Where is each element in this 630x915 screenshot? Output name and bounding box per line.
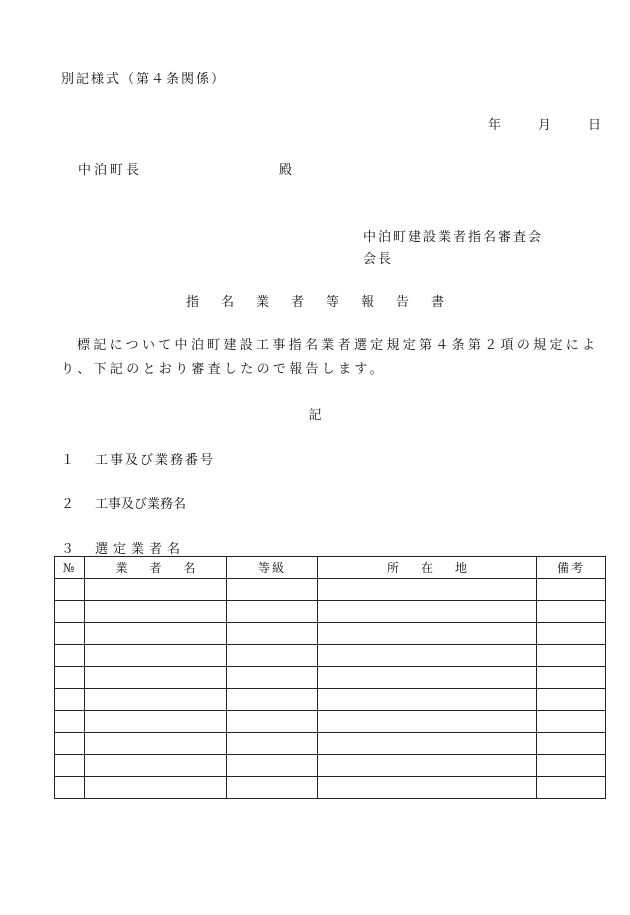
date-day: 日 <box>588 118 602 133</box>
cell-no[interactable] <box>55 733 85 755</box>
column-header-location: 所在地 <box>318 557 537 579</box>
cell-no[interactable] <box>55 601 85 623</box>
cell-remarks[interactable] <box>537 689 606 711</box>
sender-title: 会長 <box>363 252 394 267</box>
item-number: ３ <box>61 542 77 557</box>
cell-location[interactable] <box>318 689 537 711</box>
cell-no[interactable] <box>55 623 85 645</box>
table-row <box>55 777 606 799</box>
cell-remarks[interactable] <box>537 711 606 733</box>
cell-no[interactable] <box>55 579 85 601</box>
table-header-row <box>55 557 606 579</box>
cell-no[interactable] <box>55 711 85 733</box>
cell-grade[interactable] <box>227 711 318 733</box>
table-body <box>55 579 606 799</box>
body-text-content: 標記について中泊町建設工事指名業者選定規定第４条第２項の規定により、下記のとおり審査したので報告します。 <box>61 338 599 377</box>
item-label: 選定業者名 <box>95 542 186 557</box>
item-number: ２ <box>61 497 77 512</box>
cell-no[interactable] <box>55 645 85 667</box>
cell-location[interactable] <box>318 777 537 799</box>
date-year: 年 <box>488 118 502 133</box>
cell-location[interactable] <box>318 601 537 623</box>
cell-name[interactable] <box>85 667 227 689</box>
column-header-remarks: 備考 <box>537 557 606 579</box>
table-row <box>55 601 606 623</box>
table-row <box>55 711 606 733</box>
body-text <box>61 334 601 382</box>
addressee-name: 中泊町長 <box>78 163 143 178</box>
column-header-grade: 等級 <box>227 557 318 579</box>
cell-grade[interactable] <box>227 689 318 711</box>
cell-grade[interactable] <box>227 755 318 777</box>
table-row <box>55 645 606 667</box>
cell-location[interactable] <box>318 579 537 601</box>
table-row <box>55 579 606 601</box>
document-title: 指名業者等報告書 <box>185 295 466 310</box>
item-selected-contractors <box>61 538 185 557</box>
item-number: １ <box>61 453 77 468</box>
form-label: 別記様式（第４条関係） <box>61 72 227 87</box>
cell-name[interactable] <box>85 579 227 601</box>
cell-no[interactable] <box>55 667 85 689</box>
cell-remarks[interactable] <box>537 777 606 799</box>
cell-remarks[interactable] <box>537 579 606 601</box>
table-row <box>55 689 606 711</box>
cell-name[interactable] <box>85 689 227 711</box>
column-header-name: 業者名 <box>85 557 227 579</box>
cell-grade[interactable] <box>227 733 318 755</box>
cell-location[interactable] <box>318 623 537 645</box>
cell-grade[interactable] <box>227 777 318 799</box>
cell-name[interactable] <box>85 755 227 777</box>
cell-remarks[interactable] <box>537 601 606 623</box>
cell-no[interactable] <box>55 755 85 777</box>
cell-no[interactable] <box>55 689 85 711</box>
table-row <box>55 623 606 645</box>
date-line <box>488 114 601 133</box>
cell-name[interactable] <box>85 623 227 645</box>
cell-remarks[interactable] <box>537 755 606 777</box>
date-month: 月 <box>538 118 552 133</box>
cell-remarks[interactable] <box>537 645 606 667</box>
cell-location[interactable] <box>318 711 537 733</box>
cell-grade[interactable] <box>227 667 318 689</box>
cell-name[interactable] <box>85 711 227 733</box>
item-label: 工事及び業務番号 <box>95 453 216 468</box>
cell-name[interactable] <box>85 733 227 755</box>
item-label: 工事及び業務名 <box>95 497 187 512</box>
cell-grade[interactable] <box>227 623 318 645</box>
sender-organization: 中泊町建設業者指名審査会 <box>363 230 544 245</box>
cell-remarks[interactable] <box>537 667 606 689</box>
cell-location[interactable] <box>318 755 537 777</box>
cell-remarks[interactable] <box>537 733 606 755</box>
cell-no[interactable] <box>55 777 85 799</box>
cell-location[interactable] <box>318 733 537 755</box>
cell-name[interactable] <box>85 601 227 623</box>
cell-grade[interactable] <box>227 645 318 667</box>
item-work-number <box>61 449 215 468</box>
cell-remarks[interactable] <box>537 623 606 645</box>
column-header-no: № <box>55 557 85 579</box>
cell-name[interactable] <box>85 777 227 799</box>
contractors-table <box>54 556 606 799</box>
item-work-name <box>61 493 186 512</box>
table-row <box>55 667 606 689</box>
cell-grade[interactable] <box>227 579 318 601</box>
addressee-honorific: 殿 <box>279 163 293 178</box>
cell-name[interactable] <box>85 645 227 667</box>
table-row <box>55 733 606 755</box>
cell-location[interactable] <box>318 667 537 689</box>
table-row <box>55 755 606 777</box>
cell-location[interactable] <box>318 645 537 667</box>
ki-marker: 記 <box>308 408 322 423</box>
cell-grade[interactable] <box>227 601 318 623</box>
